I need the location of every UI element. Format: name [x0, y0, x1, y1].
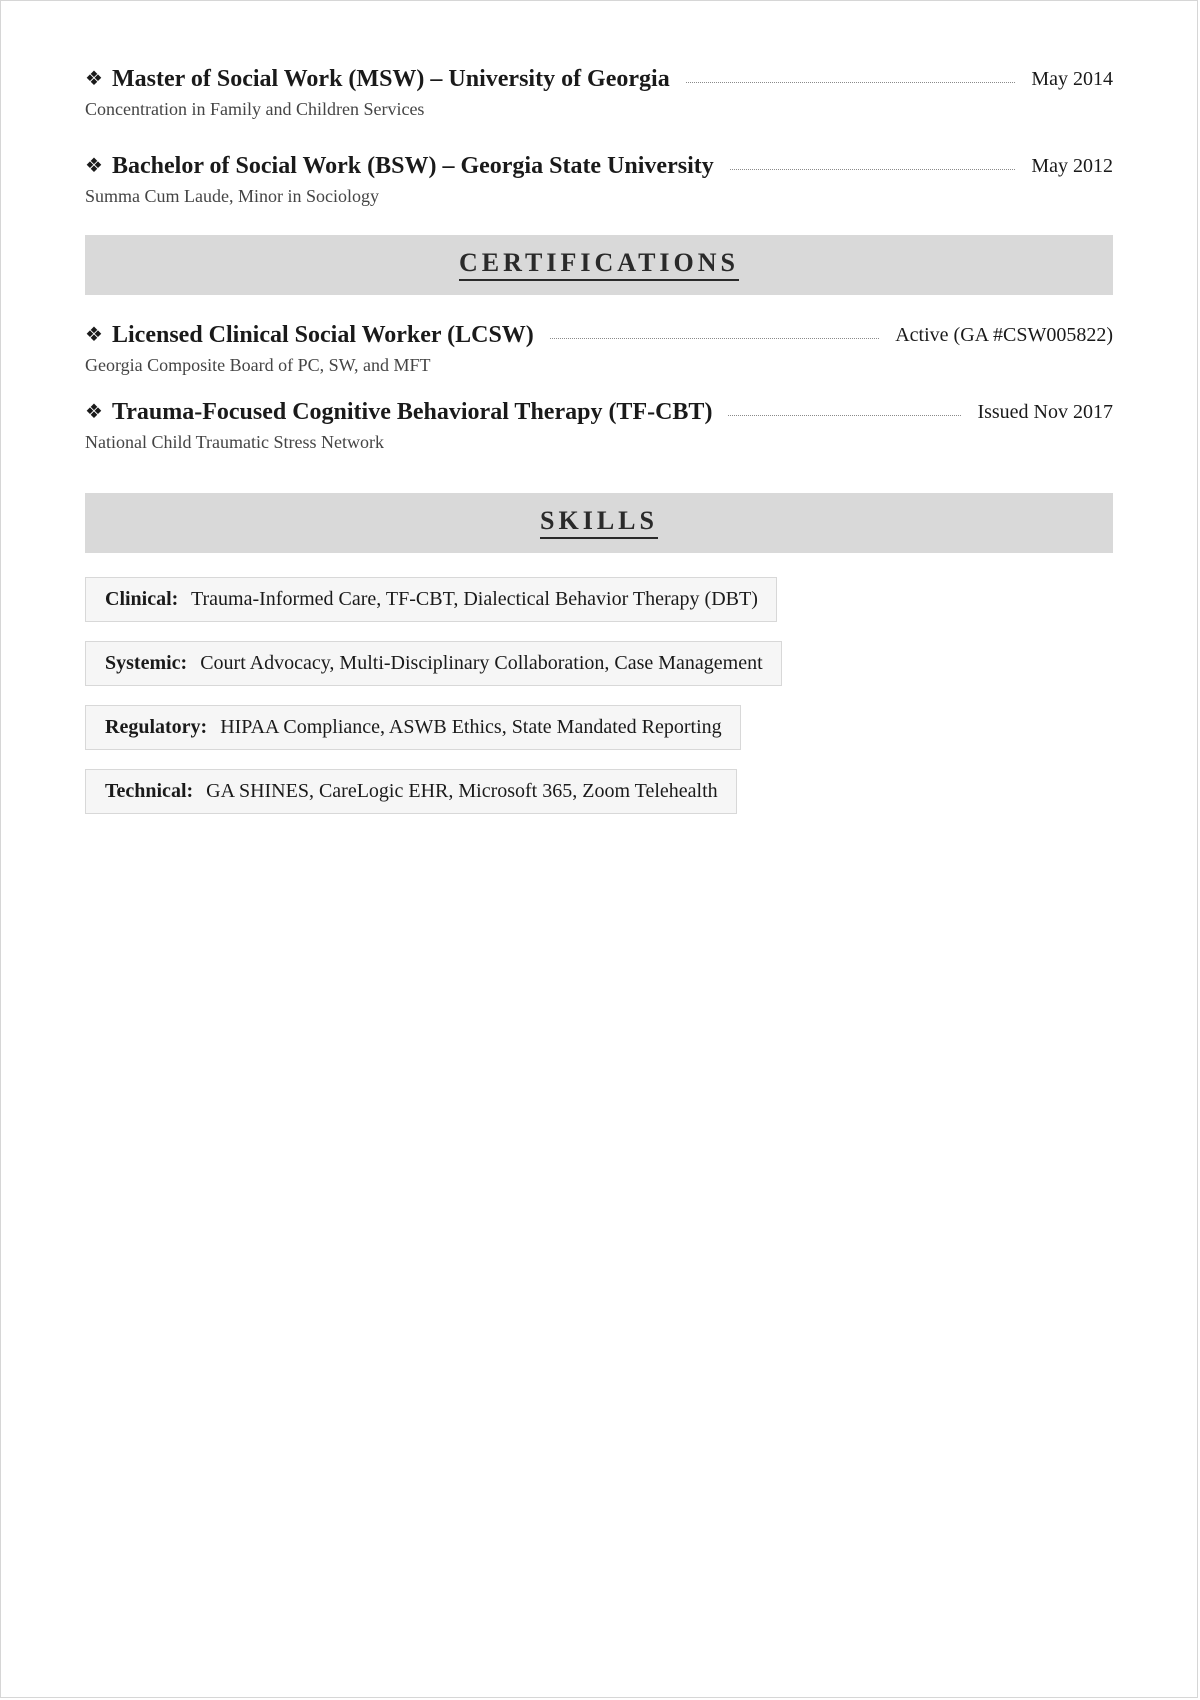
dotted-leader [728, 415, 961, 416]
entry-header [85, 148, 1113, 184]
skill-box-systemic [85, 641, 782, 686]
section-title: SKILLS [540, 507, 658, 539]
certification-issuer: National Child Traumatic Stress Network [85, 432, 384, 452]
skills-header [85, 493, 1113, 553]
certification-title: Trauma-Focused Cognitive Behavioral Therapy (TF-CBT) [112, 398, 713, 425]
skill-value: Court Advocacy, Multi-Disciplinary Collaboration, Case Management [200, 652, 763, 674]
section-title: CERTIFICATIONS [459, 249, 739, 281]
dotted-leader [686, 82, 1016, 83]
certification-entry [85, 394, 1113, 453]
skill-label: Clinical: [105, 588, 179, 610]
entry-header [85, 61, 1113, 97]
degree-title: Master of Social Work (MSW) – University of Georgia [112, 65, 670, 92]
diamond-bullet-icon: ❖ [85, 401, 103, 423]
education-entry [85, 61, 1113, 120]
certification-entry [85, 317, 1113, 376]
certifications-header [85, 235, 1113, 295]
diamond-bullet-icon: ❖ [85, 324, 103, 346]
diamond-bullet-icon: ❖ [85, 155, 103, 177]
skill-row [85, 769, 1113, 833]
education-section [85, 61, 1113, 207]
skill-box-technical [85, 769, 737, 814]
skills-section [85, 577, 1113, 833]
dotted-leader [550, 338, 879, 339]
certification-status: Active (GA #CSW005822) [895, 323, 1113, 346]
degree-date: May 2012 [1031, 154, 1113, 177]
degree-title: Bachelor of Social Work (BSW) – Georgia State University [112, 152, 714, 179]
degree-detail: Summa Cum Laude, Minor in Sociology [85, 186, 379, 206]
dotted-leader [730, 169, 1016, 170]
skill-row [85, 705, 1113, 769]
skill-label: Systemic: [105, 652, 188, 674]
skill-box-regulatory [85, 705, 741, 750]
entry-header [85, 394, 1113, 430]
skill-box-clinical [85, 577, 777, 622]
skill-label: Technical: [105, 780, 194, 802]
certifications-section [85, 317, 1113, 453]
skill-row [85, 577, 1113, 641]
certification-issuer: Georgia Composite Board of PC, SW, and MFT [85, 355, 431, 375]
degree-detail: Concentration in Family and Children Services [85, 99, 425, 119]
education-entry [85, 148, 1113, 207]
skill-label: Regulatory: [105, 716, 208, 738]
certification-status: Issued Nov 2017 [977, 400, 1113, 423]
skill-row [85, 641, 1113, 705]
certification-title: Licensed Clinical Social Worker (LCSW) [112, 321, 534, 348]
diamond-bullet-icon: ❖ [85, 68, 103, 90]
skill-value: GA SHINES, CareLogic EHR, Microsoft 365, Zoom Telehealth [206, 780, 718, 802]
entry-header [85, 317, 1113, 353]
skill-value: Trauma-Informed Care, TF-CBT, Dialectical Behavior Therapy (DBT) [190, 588, 758, 610]
skill-value: HIPAA Compliance, ASWB Ethics, State Mandated Reporting [220, 716, 722, 738]
degree-date: May 2014 [1031, 67, 1113, 90]
